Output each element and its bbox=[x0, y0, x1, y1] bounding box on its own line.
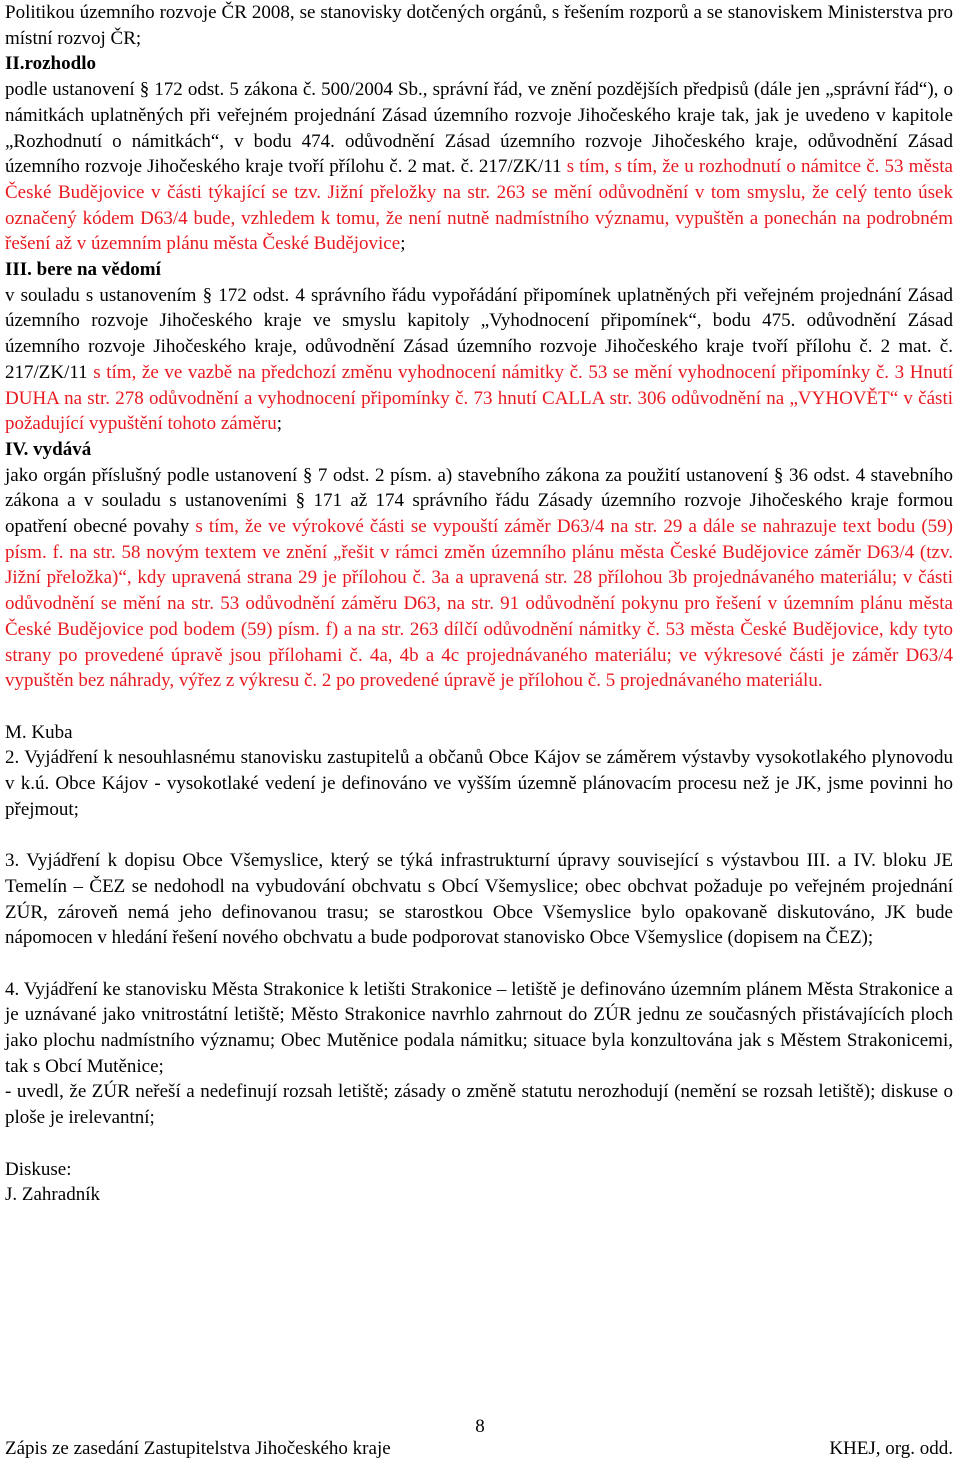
paragraph-vydava bbox=[5, 463, 953, 694]
speaker-zahradnik: J. Zahradník bbox=[5, 1184, 100, 1206]
paragraph-intro: Politikou územního rozvoje ČR 2008, se stanovisky dotčených orgánů, s řešením rozporů a se stanoviskem Ministerstva pro místní rozvoj ČR; bbox=[5, 2, 953, 49]
bere-end: ; bbox=[276, 413, 283, 435]
page-footer bbox=[5, 1436, 953, 1460]
bere-text: v souladu s ustanovením § 172 odst. 4 správního řádu vypořádání připomínek uplatněných při veřejném projednání Zásad územního rozvoje Jihočeského kraje ve smyslu kapitoly „Vyhodnocení připomínek“, bodu 475. odůvodnění Zásad územního rozvoje Jihočeského kraje, odůvodnění Zásad územního rozvoje Jihočeského kraje tvoří přílohu č. 2 mat. č. 217/ZK/11 bbox=[5, 284, 953, 383]
paragraph-rozhodlo bbox=[5, 77, 953, 257]
document-page bbox=[5, 0, 953, 1208]
speaker-kuba: M. Kuba bbox=[5, 721, 73, 743]
heading-rozhodlo: II.rozhodlo bbox=[5, 53, 96, 75]
paragraph-bere-na-vedomi bbox=[5, 283, 953, 437]
heading-bere-na-vedomi: III. bere na vědomí bbox=[5, 259, 161, 281]
rozhodlo-text: podle ustanovení § 172 odst. 5 zákona č. 500/2004 Sb., správní řád, ve znění pozdějších předpisů (dále jen „správní řád“), o námitkách uplatněných při veřejném projednání Zásad územního rozvoje Jihočeského kraje tak, jak je uvedeno v kapitole „Rozhodnutí o námitkách“, v bodu 474. odůvodnění Zásad územního rozvoje Jihočeského kraje, odůvodnění Zásad územního rozvoje Jihočeského kraje tvoří přílohu č. 2 mat. č. 217/ZK/11 bbox=[5, 79, 953, 178]
footer-left-text: Zápis ze zasedání Zastupitelstva Jihočeského kraje bbox=[5, 1438, 391, 1459]
discussion-label: Diskuse: bbox=[5, 1158, 72, 1180]
rozhodlo-amendment: s tím, s tím, že u rozhodnutí o námitce č. 53 města České Budějovice v části týkající se tzv. Jižní přeložky na str. 263 se mění odůvodnění v tom smyslu, že celý tento úsek označený kódem D63/4 bude, vzhledem k tomu, že není nutně nadmístního významu, vypuštěn a ponechán na podrobném řešení až v územním plánu města České Budějovice bbox=[5, 156, 953, 255]
page-number: 8 bbox=[475, 1416, 485, 1437]
item-4-strakonice: 4. Vyjádření ke stanovisku Města Strakonice k letišti Strakonice – letiště je definováno územním plánem Města Strakonice a je uznávané jako vnitrostátní letiště; Město Strakonice navrhlo zahrnout do ZÚR jednu ze současných přistávajících ploch jako plochu nadmístního významu; Obec Mutěnice podala námitku; situace byla konzultována jak s Městem Strakonicemi, tak s Obcí Mutěnice; bbox=[5, 978, 953, 1077]
item-3-vsemyslice: 3. Vyjádření k dopisu Obce Všemyslice, který se týká infrastrukturní úpravy související s výstavbou III. a IV. bloku JE Temelín – ČEZ se nedohodl na vybudování obchvatu s Obcí Všemyslice; obec obchvat požaduje po veřejném projednání ZÚR, zároveň nemá jeho definovanou trasu; se starostkou Obce Všemyslice bylo opakovaně diskutováno, JK bude nápomocen v hledání řešení nového obchvatu a bude podporovat stanovisko Obce Všemyslice (dopisem na ČEZ); bbox=[5, 850, 953, 949]
heading-vydava: IV. vydává bbox=[5, 438, 92, 460]
footer-right-text: KHEJ, org. odd. bbox=[829, 1438, 953, 1459]
item-4-note: - uvedl, že ZÚR neřeší a nedefinují rozsah letiště; zásady o změně statutu nerozhodují (nemění se rozsah letiště); diskuse o ploše je irelevantní; bbox=[5, 1081, 953, 1129]
rozhodlo-end: ; bbox=[400, 233, 406, 255]
item-2-kajov: 2. Vyjádření k nesouhlasnému stanovisku zastupitelů a občanů Obce Kájov se záměrem výstavby vysokotlakého plynovodu v k.ú. Obce Kájov - vysokotlaké vedení je definováno ve vyšším územně plánovacím procesu než je JK, jsme povinni ho přejmout; bbox=[5, 747, 953, 820]
bere-amendment: s tím, že ve vazbě na předchozí změnu vyhodnocení námitky č. 53 se mění vyhodnocení připomínky č. 3 Hnutí DUHA na str. 278 odůvodnění a vyhodnocení připomínky č. 73 hnutí CALLA str. 306 odůvodnění na „VYHOVĚT“ v části požadující vypuštění tohoto záměru bbox=[5, 361, 953, 435]
vydava-text: jako orgán příslušný podle ustanovení § 7 odst. 2 písm. a) stavebního zákona za použití ustanovení § 36 odst. 4 stavebního zákona a v souladu s ustanoveními § 171 až 174 správního řádu Zásady územního rozvoje Jihočeského kraje formou opatření obecné povahy bbox=[5, 464, 953, 538]
vydava-amendment: s tím, že ve výrokové části se vypouští záměr D63/4 na str. 29 a dále se nahrazuje text bodu (59) písm. f. na str. 58 novým textem ve znění „řešit v rámci změn územního plánu města České Budějovice záměr D63/4 (tzv. Jižní přeložka)“, kdy upravená strana 29 je přílohou č. 3a a upravená str. 28 přílohou 3b projednávaného materiálu; v části odůvodnění se mění na str. 53 odůvodnění záměru D63, na str. 91 odůvodnění pokynu pro řešení v územním plánu města České Budějovice pod bodem (59) písm. f) a na str. 263 dílčí odůvodnění námitky č. 53 města České Budějovice, kdy tyto strany po provedené úpravě jsou přílohami č. 4a, 4b a 4c projednávaného materiálu; ve výkresové části je záměr D63/4 vypuštěn bez náhrady, výřez z výkresu č. 2 po provedené úpravě je přílohou č. 5 projednávaného materiálu. bbox=[5, 516, 954, 692]
